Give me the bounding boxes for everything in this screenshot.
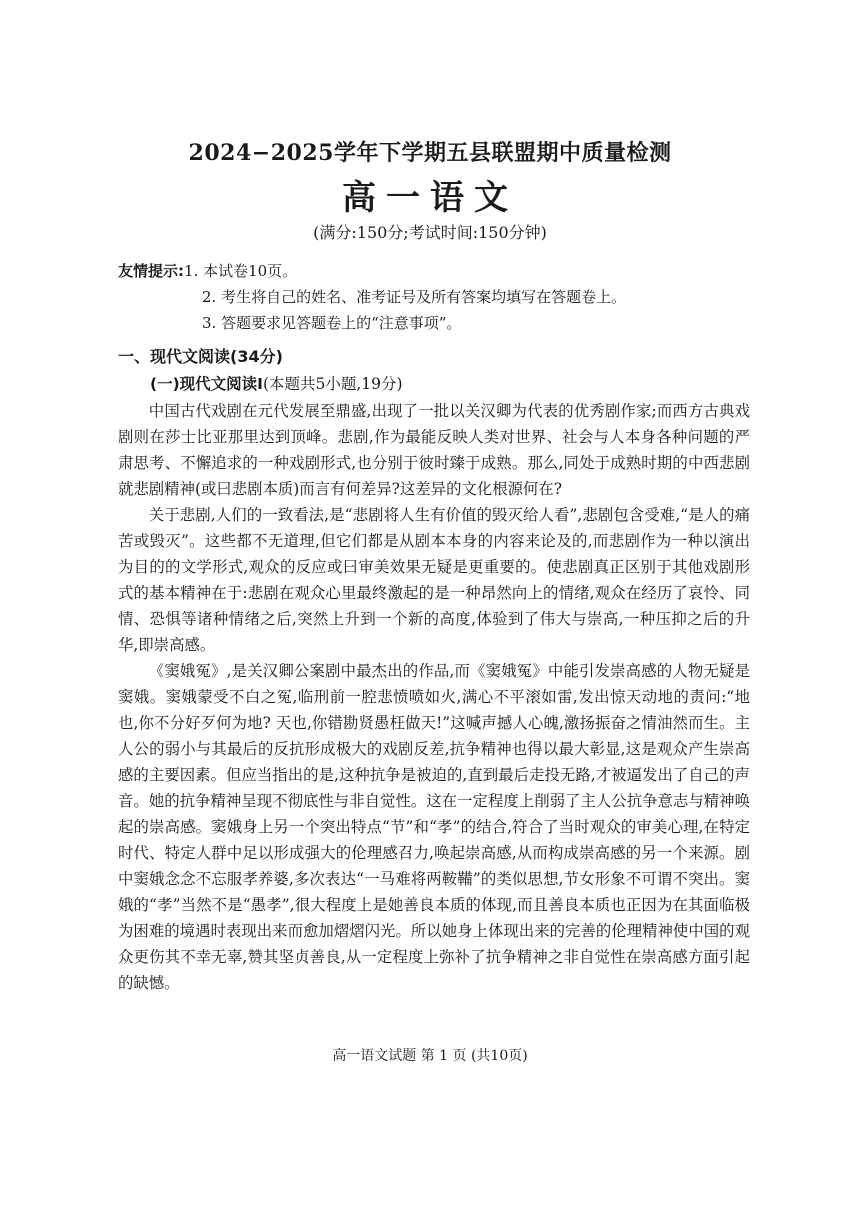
tip-item: 2. 考生将自己的姓名、准考证号及所有答案均填写在答题卷上。 <box>202 288 627 306</box>
passage-paragraph: 关于悲剧,人们的一致看法,是“悲剧将人生有价值的毁灭给人看”,悲剧包含受难,“是人的痛苦或毁灭”。这些都不无道理,但它们都是从剧本本身的内容来论及的,而悲剧作为一种以演出为目的的文学形式,观众的反应或曰审美效果无疑是更重要的。使悲剧真正区别于其他戏剧形式的基本精神在于:悲剧在观众心里最终激起的是一种昂然向上的情绪,观众在经历了哀怜、同情、恐惧等诸种情绪之后,突然上升到一个新的高度,体验到了伟大与崇高,一种压抑之后的升华,即崇高感。 <box>118 506 750 654</box>
tips-block <box>118 258 758 336</box>
tip-item: 3. 答题要求见答题卷上的“注意事项”。 <box>202 314 462 332</box>
tip-item: 1. 本试卷10页。 <box>184 262 298 280</box>
score-info: (满分:150分;考试时间:150分钟) <box>313 223 547 242</box>
section-title: 一、现代文阅读(34分) <box>118 347 283 366</box>
subsection-note: (本题共5小题,19分) <box>262 375 403 393</box>
exam-title: 2024−2025学年下学期五县联盟期中质量检测 <box>188 140 672 166</box>
passage-paragraph: 《窦娥冤》,是关汉卿公案剧中最杰出的作品,而《窦娥冤》中能引发崇高感的人物无疑是窦娥。窦娥蒙受不白之冤,临刑前一腔悲愤喷如火,满心不平滚如雷,发出惊天动地的责问:“地也,你不分好歹何为地? 天也,你错勘贤愚枉做天!”这喊声撼人心魄,激扬振奋之情油然而生。主人公的弱小与其最后的反抗形成极大的戏剧反差,抗争精神也得以最大彰显,这是观众产生崇高感的主要因素。但应当指出的是,这种抗争是被迫的,直到最后走投无路,才被逼发出了自己的声音。她的抗争精神呈现不彻底性与非自觉性。这在一定程度上削弱了主人公抗争意志与精神唤起的崇高感。窦娥身上另一个突出特点“节”和“孝”的结合,符合了当时观众的审美心理,在特定时代、特定人群中足以形成强大的伦理感召力,唤起崇高感,从而构成崇高感的另一个来源。剧中窦娥念念不忘服孝养婆,多次表达“一马难将两鞍鞴”的类似思想,节女形象不可谓不突出。窦娥的“孝”当然不是“愚孝”,很大程度上是她善良本质的体现,而且善良本质也正因为在其面临极为困难的境遇时表现出来而愈加熠熠闪光。所以她身上体现出来的完善的伦理精神使中国的观众更伤其不幸无辜,赞其坚贞善良,从一定程度上弥补了抗争精神之非自觉性在崇高感方面引起的缺憾。 <box>118 662 750 992</box>
subject-title: 高一语文 <box>342 178 518 218</box>
reading-passage <box>118 398 750 996</box>
page-footer: 高一语文试题 第 1 页 (共10页) <box>332 1048 528 1064</box>
subsection-label: (一)现代文阅读Ⅰ <box>150 375 263 393</box>
tips-lead: 友情提示: <box>118 262 184 280</box>
subsection-title <box>150 372 403 394</box>
tip-line-1 <box>118 258 758 284</box>
passage-paragraph: 中国古代戏剧在元代发展至鼎盛,出现了一批以关汉卿为代表的优秀剧作家;而西方古典戏剧则在莎士比亚那里达到顶峰。悲剧,作为最能反映人类对世界、社会与人本身各种问题的严肃思考、不懈追求的一种戏剧形式,也分别于彼时臻于成熟。那么,同处于成熟时期的中西悲剧就悲剧精神(或曰悲剧本质)而言有何差异?这差异的文化根源何在? <box>118 402 751 498</box>
